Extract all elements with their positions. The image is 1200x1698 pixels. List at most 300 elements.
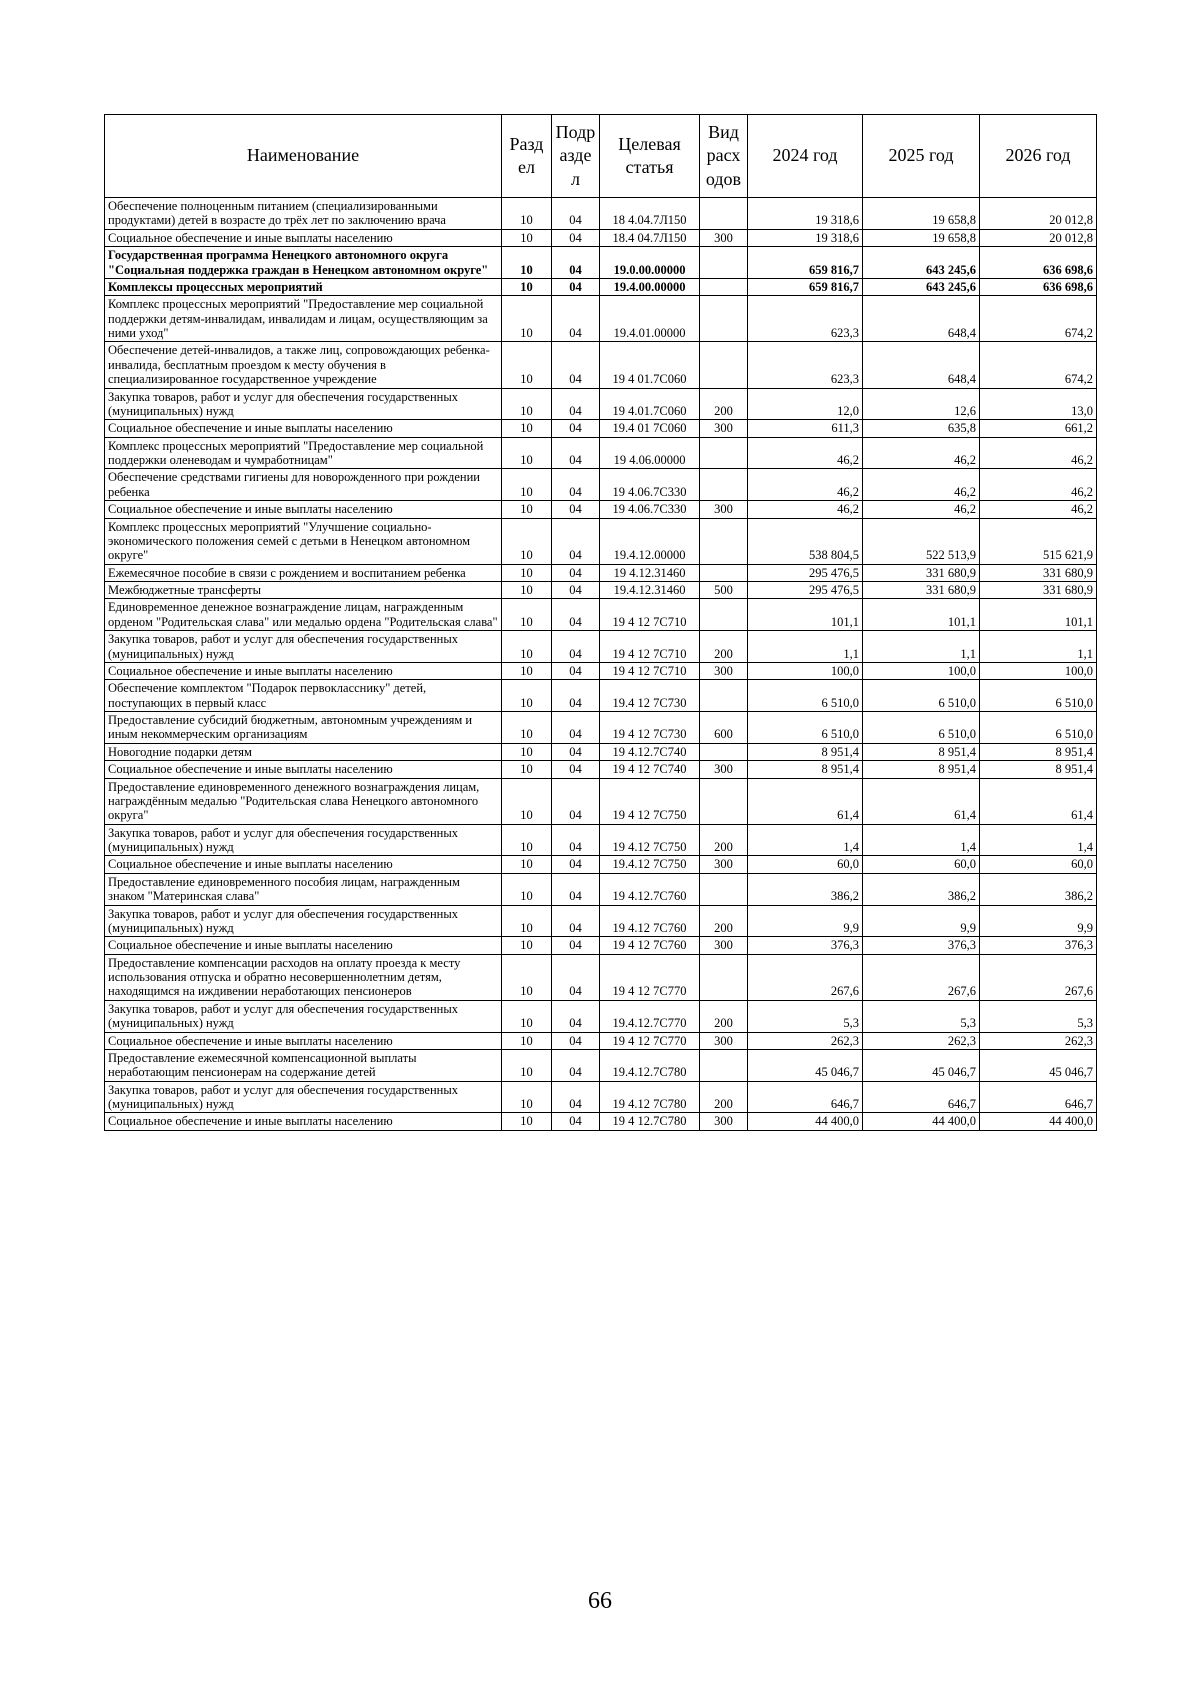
row-section-cell: 10: [502, 1000, 552, 1032]
row-2024-cell: 646,7: [748, 1081, 863, 1113]
row-target-cell: 19 4.06.00000: [600, 437, 700, 469]
table-row: [105, 469, 1097, 501]
row-subsection-cell: 04: [552, 856, 600, 873]
row-target-cell: 19 4 12 7С740: [600, 761, 700, 778]
row-2026-cell: 646,7: [980, 1081, 1097, 1113]
row-expense-cell: [700, 680, 748, 712]
row-target-cell: 19.4.12.7С780: [600, 1049, 700, 1081]
row-2025-cell: 331 680,9: [863, 582, 980, 599]
row-target-cell: 19 4 12 7С710: [600, 662, 700, 679]
row-2026-cell: 636 698,6: [980, 278, 1097, 295]
row-name-cell: Закупка товаров, работ и услуг для обеспечения государственных (муниципальных) нужд: [105, 388, 502, 420]
row-2024-cell: 60,0: [748, 856, 863, 873]
row-expense-cell: [700, 437, 748, 469]
row-name-cell: Социальное обеспечение и иные выплаты населению: [105, 761, 502, 778]
table-row: [105, 501, 1097, 518]
row-expense-cell: 200: [700, 824, 748, 856]
row-subsection-cell: 04: [552, 873, 600, 905]
row-subsection-cell: 04: [552, 824, 600, 856]
row-2024-cell: 46,2: [748, 437, 863, 469]
row-2025-cell: 635,8: [863, 420, 980, 437]
header-year-2025: 2025 год: [863, 115, 980, 198]
row-subsection-cell: 04: [552, 1032, 600, 1049]
table-row: [105, 599, 1097, 631]
row-2025-cell: 522 513,9: [863, 518, 980, 564]
row-2025-cell: 19 658,8: [863, 198, 980, 230]
row-2024-cell: 659 816,7: [748, 278, 863, 295]
table-row: [105, 388, 1097, 420]
row-subsection-cell: 04: [552, 296, 600, 342]
row-2025-cell: 46,2: [863, 437, 980, 469]
row-subsection-cell: 04: [552, 662, 600, 679]
row-2025-cell: 6 510,0: [863, 712, 980, 744]
row-expense-cell: [700, 873, 748, 905]
row-2026-cell: 386,2: [980, 873, 1097, 905]
page-number: 66: [588, 1588, 612, 1614]
row-2024-cell: 45 046,7: [748, 1049, 863, 1081]
table-row: [105, 278, 1097, 295]
row-2024-cell: 295 476,5: [748, 582, 863, 599]
row-2024-cell: 6 510,0: [748, 680, 863, 712]
header-year-2024: 2024 год: [748, 115, 863, 198]
row-target-cell: 19.4.00.00000: [600, 278, 700, 295]
row-2025-cell: 46,2: [863, 501, 980, 518]
table-row: [105, 778, 1097, 824]
row-subsection-cell: 04: [552, 743, 600, 760]
row-target-cell: 19 4 12.7С780: [600, 1113, 700, 1130]
row-2024-cell: 623,3: [748, 296, 863, 342]
row-name-cell: Социальное обеспечение и иные выплаты населению: [105, 1113, 502, 1130]
row-name-cell: Межбюджетные трансферты: [105, 582, 502, 599]
row-subsection-cell: 04: [552, 437, 600, 469]
row-section-cell: 10: [502, 388, 552, 420]
row-2026-cell: 331 680,9: [980, 564, 1097, 581]
header-expense-type: Вид расх одов: [700, 115, 748, 198]
table-row: [105, 680, 1097, 712]
row-section-cell: 10: [502, 954, 552, 1000]
row-name-cell: Предоставление ежемесячной компенсационной выплаты неработающим пенсионерам на содержание детей: [105, 1049, 502, 1081]
row-section-cell: 10: [502, 905, 552, 937]
row-2024-cell: 100,0: [748, 662, 863, 679]
table-row: [105, 1081, 1097, 1113]
row-subsection-cell: 04: [552, 778, 600, 824]
row-target-cell: 19 4.12 7С780: [600, 1081, 700, 1113]
row-name-cell: Социальное обеспечение и иные выплаты населению: [105, 856, 502, 873]
row-2026-cell: 46,2: [980, 469, 1097, 501]
row-expense-cell: 300: [700, 420, 748, 437]
row-section-cell: 10: [502, 631, 552, 663]
row-subsection-cell: 04: [552, 518, 600, 564]
row-subsection-cell: 04: [552, 342, 600, 388]
row-expense-cell: [700, 469, 748, 501]
table-row: [105, 662, 1097, 679]
row-target-cell: 19 4 12 7С730: [600, 712, 700, 744]
row-expense-cell: [700, 954, 748, 1000]
row-2026-cell: 661,2: [980, 420, 1097, 437]
table-row: [105, 420, 1097, 437]
row-target-cell: 18 4.04.7Л150: [600, 198, 700, 230]
row-expense-cell: 200: [700, 905, 748, 937]
row-expense-cell: 200: [700, 1000, 748, 1032]
row-subsection-cell: 04: [552, 501, 600, 518]
row-name-cell: Единовременное денежное вознаграждение лицам, награжденным орденом "Родительская слава" или медалью ордена "Родительская слава": [105, 599, 502, 631]
row-target-cell: 19 4.06.7С330: [600, 469, 700, 501]
row-subsection-cell: 04: [552, 229, 600, 246]
row-name-cell: Закупка товаров, работ и услуг для обеспечения государственных (муниципальных) нужд: [105, 631, 502, 663]
row-2025-cell: 376,3: [863, 937, 980, 954]
row-section-cell: 10: [502, 501, 552, 518]
row-expense-cell: [700, 198, 748, 230]
row-name-cell: Закупка товаров, работ и услуг для обеспечения государственных (муниципальных) нужд: [105, 1000, 502, 1032]
row-target-cell: 19 4.12.7С760: [600, 873, 700, 905]
row-2025-cell: 9,9: [863, 905, 980, 937]
row-2024-cell: 611,3: [748, 420, 863, 437]
row-2026-cell: 20 012,8: [980, 229, 1097, 246]
row-expense-cell: [700, 778, 748, 824]
row-subsection-cell: 04: [552, 278, 600, 295]
row-2025-cell: 646,7: [863, 1081, 980, 1113]
row-section-cell: 10: [502, 856, 552, 873]
row-target-cell: 19.4.12.00000: [600, 518, 700, 564]
row-2025-cell: 5,3: [863, 1000, 980, 1032]
row-2026-cell: 20 012,8: [980, 198, 1097, 230]
row-2024-cell: 295 476,5: [748, 564, 863, 581]
row-2024-cell: 1,4: [748, 824, 863, 856]
row-subsection-cell: 04: [552, 469, 600, 501]
row-name-cell: Комплекс процессных мероприятий "Предоставление мер социальной поддержки оленеводам и чумработницам": [105, 437, 502, 469]
row-section-cell: 10: [502, 247, 552, 279]
row-2025-cell: 262,3: [863, 1032, 980, 1049]
row-section-cell: 10: [502, 662, 552, 679]
row-section-cell: 10: [502, 1081, 552, 1113]
row-expense-cell: 200: [700, 1081, 748, 1113]
header-name: Наименование: [105, 115, 502, 198]
row-2026-cell: 515 621,9: [980, 518, 1097, 564]
row-target-cell: 19.4.12.7С770: [600, 1000, 700, 1032]
row-2025-cell: 8 951,4: [863, 743, 980, 760]
row-subsection-cell: 04: [552, 247, 600, 279]
row-section-cell: 10: [502, 778, 552, 824]
row-section-cell: 10: [502, 564, 552, 581]
row-2026-cell: 5,3: [980, 1000, 1097, 1032]
table-row: [105, 905, 1097, 937]
row-section-cell: 10: [502, 1032, 552, 1049]
row-subsection-cell: 04: [552, 905, 600, 937]
row-section-cell: 10: [502, 761, 552, 778]
row-subsection-cell: 04: [552, 420, 600, 437]
row-section-cell: 10: [502, 680, 552, 712]
row-2024-cell: 8 951,4: [748, 761, 863, 778]
row-subsection-cell: 04: [552, 680, 600, 712]
row-expense-cell: 300: [700, 229, 748, 246]
row-section-cell: 10: [502, 712, 552, 744]
row-expense-cell: 300: [700, 501, 748, 518]
row-2026-cell: 61,4: [980, 778, 1097, 824]
row-expense-cell: [700, 278, 748, 295]
row-target-cell: 19.4.12.31460: [600, 582, 700, 599]
row-2024-cell: 262,3: [748, 1032, 863, 1049]
row-2026-cell: 1,1: [980, 631, 1097, 663]
row-2024-cell: 538 804,5: [748, 518, 863, 564]
row-name-cell: Предоставление субсидий бюджетным, автономным учреждениям и иным некоммерческим организациям: [105, 712, 502, 744]
table-row: [105, 437, 1097, 469]
row-name-cell: Социальное обеспечение и иные выплаты населению: [105, 937, 502, 954]
row-2025-cell: 8 951,4: [863, 761, 980, 778]
row-2025-cell: 1,4: [863, 824, 980, 856]
row-section-cell: 10: [502, 278, 552, 295]
row-name-cell: Закупка товаров, работ и услуг для обеспечения государственных (муниципальных) нужд: [105, 905, 502, 937]
row-target-cell: 19.4 12 7С730: [600, 680, 700, 712]
row-expense-cell: 500: [700, 582, 748, 599]
row-name-cell: Социальное обеспечение и иные выплаты населению: [105, 501, 502, 518]
row-2024-cell: 623,3: [748, 342, 863, 388]
row-2025-cell: 12,6: [863, 388, 980, 420]
row-expense-cell: 200: [700, 631, 748, 663]
row-name-cell: Закупка товаров, работ и услуг для обеспечения государственных (муниципальных) нужд: [105, 824, 502, 856]
row-name-cell: Обеспечение комплектом "Подарок первокласснику" детей, поступающих в первый класс: [105, 680, 502, 712]
row-2026-cell: 60,0: [980, 856, 1097, 873]
header-subsection: Подр азде л: [552, 115, 600, 198]
row-section-cell: 10: [502, 873, 552, 905]
table-row: [105, 761, 1097, 778]
row-2024-cell: 44 400,0: [748, 1113, 863, 1130]
row-name-cell: Предоставление единовременного денежного вознаграждения лицам, награждённым медалью "Родительская слава Ненецкого автономного округа": [105, 778, 502, 824]
row-2026-cell: 13,0: [980, 388, 1097, 420]
row-2024-cell: 1,1: [748, 631, 863, 663]
row-2026-cell: 9,9: [980, 905, 1097, 937]
row-2026-cell: 101,1: [980, 599, 1097, 631]
row-subsection-cell: 04: [552, 1081, 600, 1113]
row-target-cell: 19 4 01.7С060: [600, 342, 700, 388]
row-2026-cell: 8 951,4: [980, 743, 1097, 760]
row-name-cell: Социальное обеспечение и иные выплаты населению: [105, 420, 502, 437]
table-row: [105, 296, 1097, 342]
row-2025-cell: 1,1: [863, 631, 980, 663]
row-2025-cell: 60,0: [863, 856, 980, 873]
table-row: [105, 518, 1097, 564]
row-name-cell: Предоставление единовременного пособия лицам, награжденным знаком "Материнская слава": [105, 873, 502, 905]
row-name-cell: Закупка товаров, работ и услуг для обеспечения государственных (муниципальных) нужд: [105, 1081, 502, 1113]
table-row: [105, 631, 1097, 663]
row-2025-cell: 386,2: [863, 873, 980, 905]
row-subsection-cell: 04: [552, 599, 600, 631]
row-2026-cell: 376,3: [980, 937, 1097, 954]
row-expense-cell: 300: [700, 856, 748, 873]
row-subsection-cell: 04: [552, 631, 600, 663]
row-target-cell: 19 4.12.7С740: [600, 743, 700, 760]
row-2024-cell: 6 510,0: [748, 712, 863, 744]
row-2024-cell: 9,9: [748, 905, 863, 937]
row-name-cell: Обеспечение средствами гигиены для новорожденного при рождении ребенка: [105, 469, 502, 501]
row-2026-cell: 45 046,7: [980, 1049, 1097, 1081]
table-row: [105, 743, 1097, 760]
row-subsection-cell: 04: [552, 1000, 600, 1032]
row-2026-cell: 262,3: [980, 1032, 1097, 1049]
row-name-cell: Комплексы процессных мероприятий: [105, 278, 502, 295]
row-expense-cell: 200: [700, 388, 748, 420]
row-subsection-cell: 04: [552, 954, 600, 1000]
row-2026-cell: 44 400,0: [980, 1113, 1097, 1130]
row-name-cell: Социальное обеспечение и иные выплаты населению: [105, 662, 502, 679]
header-section: Разд ел: [502, 115, 552, 198]
row-target-cell: 19 4 12 7С770: [600, 1032, 700, 1049]
row-subsection-cell: 04: [552, 1113, 600, 1130]
row-2026-cell: 6 510,0: [980, 680, 1097, 712]
row-subsection-cell: 04: [552, 564, 600, 581]
row-target-cell: 19 4 12 7С760: [600, 937, 700, 954]
row-target-cell: 19.4.01.00000: [600, 296, 700, 342]
row-section-cell: 10: [502, 342, 552, 388]
row-name-cell: Комплекс процессных мероприятий "Предоставление мер социальной поддержки детям-инвалидам, инвалидам и лицам, осуществляющим за ними уход": [105, 296, 502, 342]
row-subsection-cell: 04: [552, 761, 600, 778]
row-expense-cell: [700, 518, 748, 564]
row-2025-cell: 648,4: [863, 296, 980, 342]
row-subsection-cell: 04: [552, 388, 600, 420]
row-subsection-cell: 04: [552, 937, 600, 954]
table-row: [105, 564, 1097, 581]
row-section-cell: 10: [502, 582, 552, 599]
row-2024-cell: 267,6: [748, 954, 863, 1000]
row-2025-cell: 44 400,0: [863, 1113, 980, 1130]
row-2025-cell: 61,4: [863, 778, 980, 824]
row-subsection-cell: 04: [552, 712, 600, 744]
row-subsection-cell: 04: [552, 198, 600, 230]
table-row: [105, 873, 1097, 905]
table-header-row: [105, 115, 1097, 198]
row-2024-cell: 19 318,6: [748, 198, 863, 230]
header-year-2026: 2026 год: [980, 115, 1097, 198]
row-name-cell: Новогодние подарки детям: [105, 743, 502, 760]
row-target-cell: 19 4.12 7С750: [600, 824, 700, 856]
row-2026-cell: 674,2: [980, 296, 1097, 342]
row-expense-cell: [700, 247, 748, 279]
table-row: [105, 954, 1097, 1000]
row-section-cell: 10: [502, 1049, 552, 1081]
row-target-cell: 19 4 12 7С710: [600, 631, 700, 663]
row-expense-cell: [700, 743, 748, 760]
row-expense-cell: [700, 599, 748, 631]
row-2026-cell: 8 951,4: [980, 761, 1097, 778]
row-2024-cell: 5,3: [748, 1000, 863, 1032]
row-target-cell: 19 4.01.7С060: [600, 388, 700, 420]
table-row: [105, 1032, 1097, 1049]
row-expense-cell: [700, 564, 748, 581]
row-target-cell: 19 4.12 7С760: [600, 905, 700, 937]
row-target-cell: 19 4 12 7С710: [600, 599, 700, 631]
row-name-cell: Социальное обеспечение и иные выплаты населению: [105, 229, 502, 246]
row-section-cell: 10: [502, 518, 552, 564]
table-row: [105, 712, 1097, 744]
row-2024-cell: 61,4: [748, 778, 863, 824]
row-2025-cell: 331 680,9: [863, 564, 980, 581]
row-target-cell: 19.0.00.00000: [600, 247, 700, 279]
row-section-cell: 10: [502, 198, 552, 230]
row-section-cell: 10: [502, 1113, 552, 1130]
table-row: [105, 229, 1097, 246]
row-target-cell: 18.4 04.7Л150: [600, 229, 700, 246]
row-2026-cell: 46,2: [980, 501, 1097, 518]
header-target-article: Целевая статья: [600, 115, 700, 198]
row-2025-cell: 648,4: [863, 342, 980, 388]
row-section-cell: 10: [502, 229, 552, 246]
row-2025-cell: 643 245,6: [863, 278, 980, 295]
table-row: [105, 198, 1097, 230]
table-row: [105, 247, 1097, 279]
table-row: [105, 937, 1097, 954]
row-section-cell: 10: [502, 296, 552, 342]
row-expense-cell: [700, 342, 748, 388]
row-target-cell: 19.4.12 7С750: [600, 856, 700, 873]
row-2024-cell: 46,2: [748, 501, 863, 518]
table-body: [105, 198, 1097, 1131]
row-2024-cell: 46,2: [748, 469, 863, 501]
row-name-cell: Обеспечение детей-инвалидов, а также лиц, сопровождающих ребенка-инвалида, бесплатным проездом к месту обучения в специализированное государственное учреждение: [105, 342, 502, 388]
row-section-cell: 10: [502, 420, 552, 437]
table-row: [105, 342, 1097, 388]
row-2026-cell: 331 680,9: [980, 582, 1097, 599]
row-2025-cell: 100,0: [863, 662, 980, 679]
row-2025-cell: 19 658,8: [863, 229, 980, 246]
row-expense-cell: 300: [700, 1032, 748, 1049]
table-row: [105, 1000, 1097, 1032]
row-name-cell: Обеспечение полноценным питанием (специализированными продуктами) детей в возрасте до трёх лет по заключению врача: [105, 198, 502, 230]
row-target-cell: 19.4 01 7С060: [600, 420, 700, 437]
row-2026-cell: 100,0: [980, 662, 1097, 679]
row-section-cell: 10: [502, 937, 552, 954]
row-target-cell: 19 4.06.7С330: [600, 501, 700, 518]
table-row: [105, 1113, 1097, 1130]
row-2025-cell: 101,1: [863, 599, 980, 631]
row-2025-cell: 643 245,6: [863, 247, 980, 279]
row-subsection-cell: 04: [552, 582, 600, 599]
row-expense-cell: 300: [700, 1113, 748, 1130]
row-expense-cell: [700, 296, 748, 342]
row-2026-cell: 6 510,0: [980, 712, 1097, 744]
row-expense-cell: 300: [700, 761, 748, 778]
table-row: [105, 856, 1097, 873]
row-2025-cell: 267,6: [863, 954, 980, 1000]
row-name-cell: Комплекс процессных мероприятий "Улучшение социально-экономического положения семей с детьми в Ненецком автономном округе": [105, 518, 502, 564]
row-section-cell: 10: [502, 743, 552, 760]
row-2026-cell: 636 698,6: [980, 247, 1097, 279]
row-target-cell: 19 4 12 7С750: [600, 778, 700, 824]
row-2024-cell: 19 318,6: [748, 229, 863, 246]
row-2026-cell: 674,2: [980, 342, 1097, 388]
row-expense-cell: 300: [700, 937, 748, 954]
row-2024-cell: 376,3: [748, 937, 863, 954]
row-target-cell: 19 4.12.31460: [600, 564, 700, 581]
row-2024-cell: 8 951,4: [748, 743, 863, 760]
row-2024-cell: 12,0: [748, 388, 863, 420]
row-2025-cell: 6 510,0: [863, 680, 980, 712]
row-subsection-cell: 04: [552, 1049, 600, 1081]
row-name-cell: Ежемесячное пособие в связи с рождением и воспитанием ребенка: [105, 564, 502, 581]
table-row: [105, 1049, 1097, 1081]
row-name-cell: Государственная программа Ненецкого автономного округа "Социальная поддержка граждан в Ненецком автономном округе": [105, 247, 502, 279]
row-section-cell: 10: [502, 599, 552, 631]
budget-table: [104, 114, 1097, 1131]
row-name-cell: Предоставление компенсации расходов на оплату проезда к месту использования отпуска и обратно несовершеннолетним детям, находящимся на иждивении неработающих пенсионеров: [105, 954, 502, 1000]
row-section-cell: 10: [502, 437, 552, 469]
row-2026-cell: 1,4: [980, 824, 1097, 856]
row-2024-cell: 659 816,7: [748, 247, 863, 279]
row-2026-cell: 267,6: [980, 954, 1097, 1000]
row-target-cell: 19 4 12 7С770: [600, 954, 700, 1000]
row-section-cell: 10: [502, 824, 552, 856]
row-section-cell: 10: [502, 469, 552, 501]
row-2024-cell: 386,2: [748, 873, 863, 905]
row-expense-cell: [700, 1049, 748, 1081]
